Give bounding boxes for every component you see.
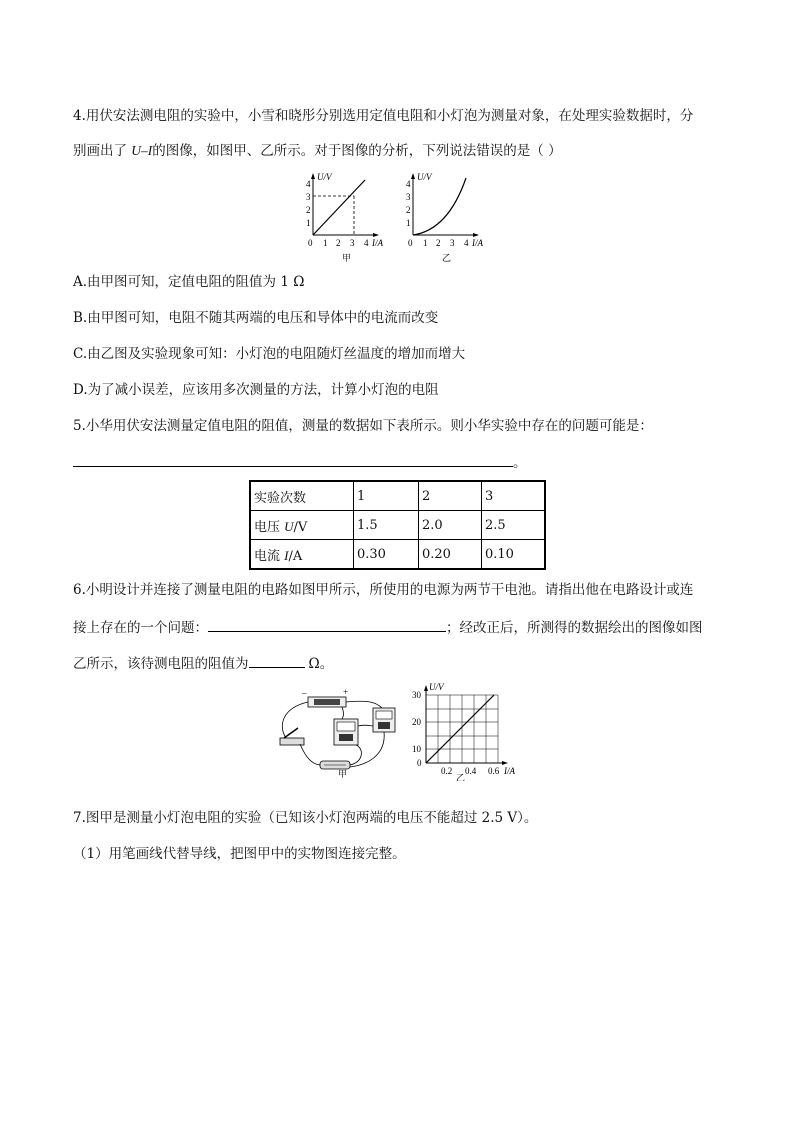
graph-q6-xtick: 0.6 — [488, 766, 500, 776]
graph-q6-xtick: 0.2 — [441, 766, 453, 776]
q4-option-c: C.由乙图及实验现象可知：小灯泡的电阻随灯丝温度的增加而增大 — [73, 346, 466, 362]
current-symbol: I — [284, 547, 289, 563]
q6-line1: 6.小明设计并连接了测量电阻的电路如图甲所示，所使用的电源为两节干电池。请指出他在电路设计或连 — [73, 582, 694, 598]
voltage-label: 电压 — [254, 519, 285, 535]
table-cell: 3 — [482, 481, 546, 511]
graph-jia-xtick: 0 — [308, 238, 313, 248]
q6-line3 — [73, 652, 333, 674]
current-unit: /A — [288, 548, 303, 564]
graph-q6-xtick: 0.4 — [465, 766, 477, 776]
q4-line2 — [73, 141, 562, 161]
table-cell: 2 — [419, 481, 482, 511]
q6-line2-pre: 接上存在的一个问题： — [73, 620, 208, 636]
graph-yi-xtick: 3 — [450, 238, 455, 248]
q4-line2-post: 的图像，如图甲、乙所示。对于图像的分析，下列说法错误的是（ ） — [152, 143, 562, 159]
table-cell: 0.20 — [419, 540, 482, 570]
q5-answer-line — [73, 451, 527, 473]
voltage-symbol: U — [284, 518, 294, 534]
graph-yi-ytick: 2 — [406, 205, 411, 215]
table-cell-label — [250, 540, 354, 570]
q6-line2 — [73, 616, 703, 638]
table-cell: 2.5 — [482, 511, 546, 540]
table-row — [250, 540, 545, 570]
q5-data-table — [249, 480, 546, 570]
graph-q6-ylabel: U/V — [429, 682, 444, 692]
rheostat-icon — [320, 761, 350, 769]
table-row — [250, 511, 545, 540]
table-cell: 实验次数 — [250, 481, 354, 511]
q6-blank-problem — [208, 616, 446, 632]
graph-yi-ytick: 4 — [406, 179, 411, 189]
q4-ui-label: U–I — [131, 143, 153, 158]
graph-q6 — [408, 681, 524, 781]
graph-jia-xtick: 3 — [350, 238, 355, 248]
graph-jia — [298, 170, 390, 262]
q4-line2-pre: 别画出了 — [73, 143, 132, 159]
graph-yi — [398, 170, 492, 262]
ammeter-icon — [334, 719, 358, 745]
voltage-unit: /V — [293, 519, 308, 535]
q7-line2: （1）用笔画线代替导线，把图甲中的实物图连接完整。 — [73, 846, 406, 862]
graph-q6-ytick: 0 — [417, 758, 422, 768]
graph-jia-xtick: 4 — [364, 238, 369, 248]
graph-q6-ytick: 20 — [412, 717, 421, 727]
table-cell: 1 — [354, 481, 419, 511]
graph-jia-xlabel: I/A — [372, 238, 383, 248]
graph-yi-xtick: 1 — [423, 238, 428, 248]
graph-jia-ytick: 3 — [306, 192, 311, 202]
table-row — [250, 481, 545, 511]
graph-jia-ylabel: U/V — [317, 172, 332, 182]
graph-yi-ylabel: U/V — [417, 172, 432, 182]
graph-q6-caption: 乙 — [456, 773, 466, 781]
q4-option-a: A.由甲图可知，定值电阻的阻值为 1 Ω — [73, 274, 305, 290]
graph-jia-caption: 甲 — [342, 253, 352, 262]
graph-q6-ytick: 10 — [412, 744, 421, 754]
graph-jia-ytick: 1 — [306, 218, 311, 228]
q6-line2-post: ；经改正后，所测得的数据绘出的图像如图 — [446, 620, 703, 636]
q7-line1: 7.图甲是测量小灯泡电阻的实验（已知该小灯泡两端的电压不能超过 2.5 V）。 — [73, 810, 538, 826]
battery-plus: + — [343, 687, 349, 697]
battery-icon — [308, 697, 346, 707]
table-cell: 0.30 — [354, 540, 419, 570]
graph-q6-xlabel: I/A — [504, 766, 515, 776]
graph-yi-ytick: 1 — [406, 218, 411, 228]
graph-yi-ytick: 3 — [406, 192, 411, 202]
table-cell: 1.5 — [354, 511, 419, 540]
battery-minus: – — [302, 688, 307, 698]
table-cell: 0.10 — [482, 540, 546, 570]
graph-jia-ytick: 2 — [306, 205, 311, 215]
voltmeter-icon — [373, 708, 395, 732]
graph-q6-ytick: 30 — [412, 690, 421, 700]
graph-yi-xtick: 4 — [464, 238, 469, 248]
q5-end-mark: 。 — [513, 455, 527, 471]
graph-jia-xtick: 2 — [336, 238, 341, 248]
graph-yi-xtick: 2 — [436, 238, 441, 248]
q6-blank-resistance — [249, 652, 305, 668]
circuit-diagram — [272, 686, 404, 778]
q6-line3-post: Ω。 — [308, 656, 334, 672]
current-label: 电流 — [254, 548, 285, 564]
graph-yi-xlabel: I/A — [472, 238, 483, 248]
q6-line3-pre: 乙所示，该待测电阻的阻值为 — [73, 656, 249, 672]
q5-blank — [73, 451, 513, 467]
graph-yi-xtick: 0 — [408, 238, 413, 248]
graph-yi-caption: 乙 — [442, 253, 452, 262]
table-cell-label — [250, 511, 354, 540]
graph-jia-ytick: 4 — [306, 179, 311, 189]
circuit-caption: 甲 — [338, 769, 348, 778]
q4-line1: 4.用伏安法测电阻的实验中，小雪和晓彤分别选用定值电阻和小灯泡为测量对象，在处理实验数据时，分 — [73, 108, 694, 124]
graph-jia-xtick: 1 — [323, 238, 328, 248]
q4-option-b: B.由甲图可知，电阻不随其两端的电压和导体中的电流而改变 — [73, 310, 439, 326]
q4-option-d: D.为了减小误差，应该用多次测量的方法，计算小灯泡的电阻 — [73, 382, 439, 398]
switch-icon — [280, 728, 304, 745]
q5-text: 5.小华用伏安法测量定值电阻的阻值，测量的数据如下表所示。则小华实验中存在的问题可能是： — [73, 418, 653, 434]
table-cell: 2.0 — [419, 511, 482, 540]
